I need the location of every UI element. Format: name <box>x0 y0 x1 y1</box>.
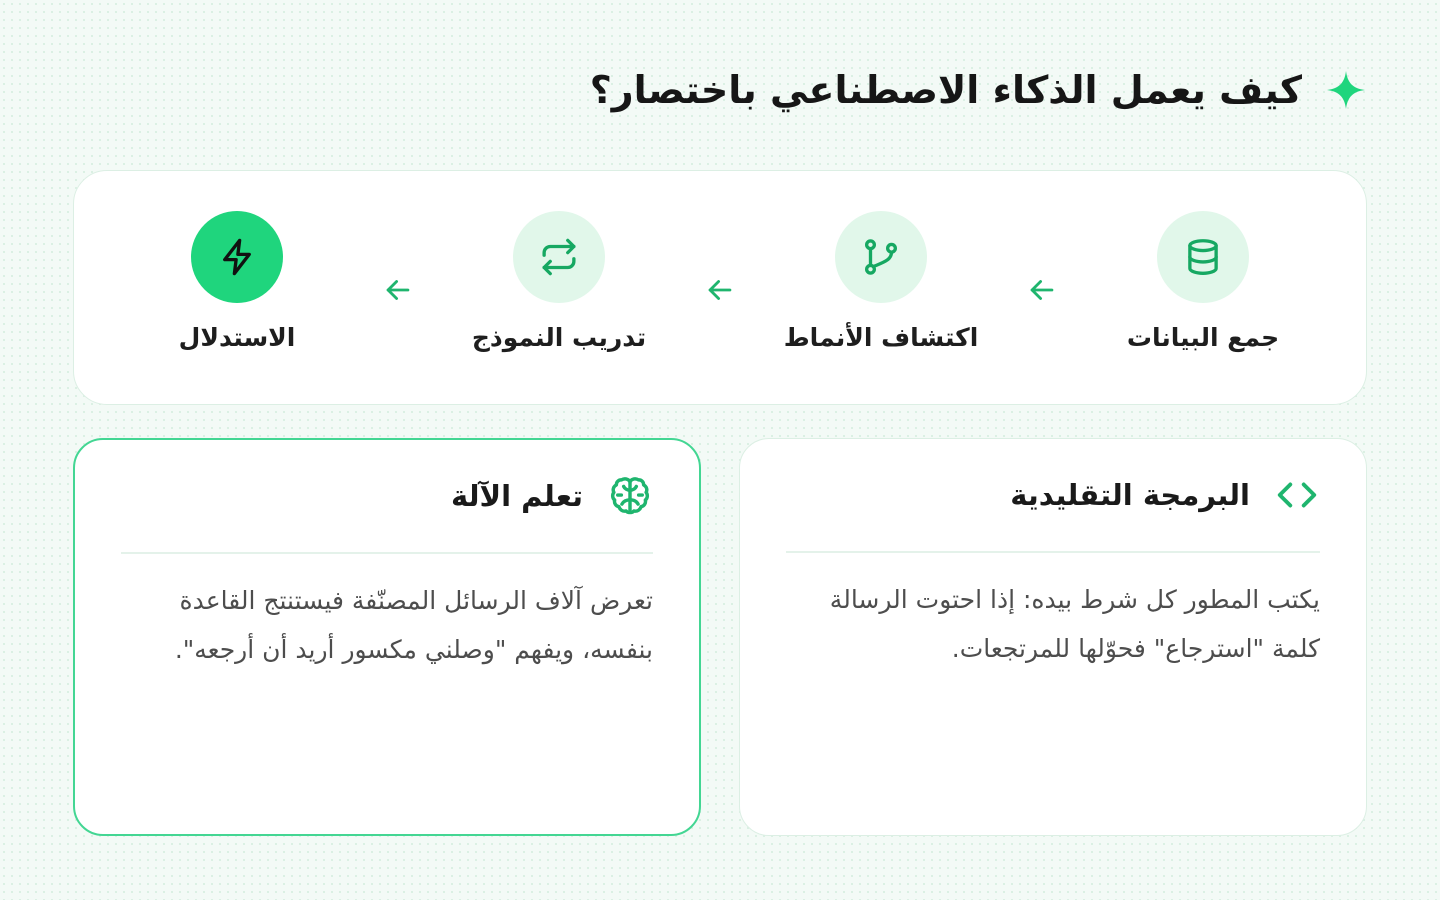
brain-icon <box>607 473 653 519</box>
code-icon <box>1274 472 1320 518</box>
panel-header <box>786 439 1320 553</box>
sparkle-icon <box>1324 68 1368 112</box>
process-steps-card <box>73 170 1367 405</box>
step-label: جمع البيانات <box>1126 323 1280 352</box>
traditional-programming-panel <box>739 438 1367 836</box>
step-label: تدريب النموذج <box>471 323 647 352</box>
title-row <box>590 60 1368 120</box>
step-label: اكتشاف الأنماط <box>783 323 979 352</box>
page-title: كيف يعمل الذكاء الاصطناعي باختصار؟ <box>589 68 1302 112</box>
repeat-icon <box>538 236 580 278</box>
machine-learning-panel <box>73 438 701 836</box>
step-icon-circle <box>835 211 927 303</box>
step-icon-circle-active <box>191 211 283 303</box>
arrow-left-icon <box>1025 273 1059 307</box>
step-collect-data <box>1093 211 1313 352</box>
step-train-model <box>449 211 669 352</box>
panel-description: تعرض آلاف الرسائل المصنّفة فيستنتج القاعدة بنفسه، ويفهم "وصلني مكسور أريد أن أرجعه". <box>174 586 653 664</box>
branch-icon <box>860 236 902 278</box>
step-label: الاستدلال <box>178 323 296 352</box>
lightning-icon <box>216 236 258 278</box>
database-icon <box>1182 236 1224 278</box>
panel-title: البرمجة التقليدية <box>1010 478 1250 512</box>
step-icon-circle <box>1157 211 1249 303</box>
step-icon-circle <box>513 211 605 303</box>
panel-description: يكتب المطور كل شرط بيده: إذا احتوت الرسالة كلمة "استرجاع" فحوّلها للمرتجعات. <box>829 585 1320 663</box>
step-discover-patterns <box>771 211 991 352</box>
panel-title: تعلم الآلة <box>451 479 583 513</box>
arrow-left-icon <box>381 273 415 307</box>
arrow-left-icon <box>703 273 737 307</box>
panel-header <box>121 440 653 554</box>
step-inference <box>127 211 347 352</box>
